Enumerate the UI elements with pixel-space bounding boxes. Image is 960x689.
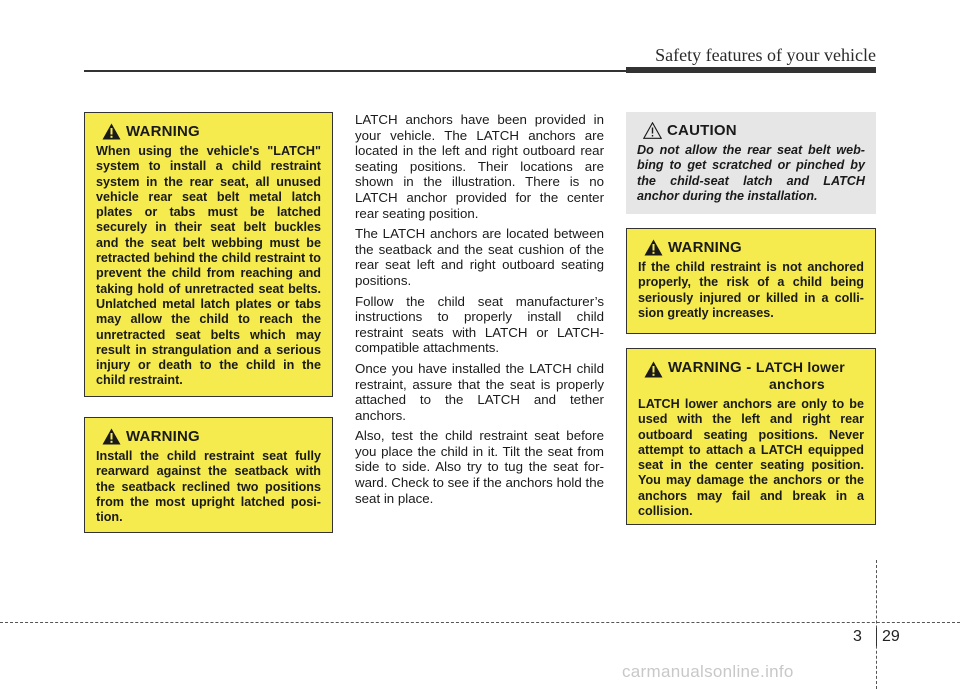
footer-crop-mark bbox=[876, 560, 877, 689]
body-paragraph: Also, test the child restraint seat before you place the child in it. Tilt the seat from side to side. Also try to tug the seat for-ward. Check to see if the anchors hold the seat in place. bbox=[355, 428, 604, 506]
page-header-title: Safety features of your vehicle bbox=[655, 45, 876, 65]
warning-box-latch-unused-belts bbox=[84, 112, 333, 397]
chapter-number: 3 bbox=[853, 628, 862, 645]
header-bar bbox=[626, 67, 876, 73]
warning-title: WARNING bbox=[126, 428, 200, 445]
warning-text: When using the vehicle's "LATCH" system to install a child restraint system in the rear seat, all unused vehicle rear seat belt metal latch plates or tabs must be latched securely in their seat belt buckles and the seat belt webbing must be retracted behind the child restraint to prevent the child from reaching and taking hold of unretracted seat belts. Unlatched metal latch plates or tabs may allow the child to reach the unretracted seat belts which may result in strangulation and a serious injury or death to the child in the child restraint. bbox=[96, 144, 321, 388]
warning-header bbox=[638, 359, 864, 393]
warning-box-seat-rearward bbox=[84, 417, 333, 533]
warning-subtitle-line2: anchors bbox=[769, 376, 825, 392]
body-paragraph: LATCH anchors have been provided in your vehicle. The LATCH anchors are located in the left and right outboard rear seating positions. Their locations are shown in the illustration. There is no LATCH anchor provided for the center rear seating position. bbox=[355, 112, 604, 221]
body-text-column bbox=[355, 112, 604, 511]
warning-header bbox=[638, 239, 864, 256]
watermark: carmanualsonline.info bbox=[622, 662, 794, 681]
caution-box-webbing bbox=[626, 112, 876, 214]
warning-header bbox=[96, 123, 321, 140]
warning-text: If the child restraint is not anchored properly, the risk of a child being seriously injured or killed in a colli-sion greatly increases. bbox=[638, 260, 864, 320]
caution-header bbox=[637, 122, 865, 139]
warning-title: WARNING bbox=[668, 239, 742, 256]
warning-triangle-icon bbox=[644, 361, 663, 378]
page-number: 29 bbox=[882, 628, 900, 645]
warning-header bbox=[96, 428, 321, 445]
body-paragraph: The LATCH anchors are located between the seatback and the seat cushion of the rear seat left and right outboard seating positions. bbox=[355, 226, 604, 288]
warning-title-block bbox=[668, 359, 845, 393]
warning-title: WARNING - bbox=[668, 359, 752, 376]
warning-text: Install the child restraint seat fully rearward against the seatback with the seatback reclined two positions from the most upright latched posi-tion. bbox=[96, 449, 321, 525]
warning-text: LATCH lower anchors are only to be used with the left and right rear outboard seating positions. Never attempt to attach a LATCH equipped seat in the center seating position. You may damage the anchors or the anchors may fail and break in a collision. bbox=[638, 397, 864, 519]
warning-subtitle-line1: LATCH lower bbox=[755, 359, 845, 375]
caution-title: CAUTION bbox=[667, 122, 737, 139]
warning-triangle-icon bbox=[102, 123, 121, 140]
warning-triangle-icon bbox=[644, 239, 663, 256]
warning-triangle-icon bbox=[102, 428, 121, 445]
caution-triangle-icon bbox=[643, 122, 662, 139]
body-paragraph: Follow the child seat manufacturer’s instructions to properly install child restraint seats with LATCH or LATCH-compatible attachments. bbox=[355, 293, 604, 356]
body-paragraph: Once you have installed the LATCH child restraint, assure that the seat is properly attached to the LATCH and tether anchors. bbox=[355, 360, 604, 423]
warning-box-anchored-properly bbox=[626, 228, 876, 334]
footer-dashed-rule bbox=[0, 622, 960, 623]
warning-title: WARNING bbox=[126, 123, 200, 140]
caution-text: Do not allow the rear seat belt web-bing to get scratched or pinched by the child-seat latch and LATCH anchor during the installation. bbox=[637, 143, 865, 203]
page-number-divider bbox=[876, 628, 877, 646]
warning-box-latch-lower-anchors bbox=[626, 348, 876, 525]
